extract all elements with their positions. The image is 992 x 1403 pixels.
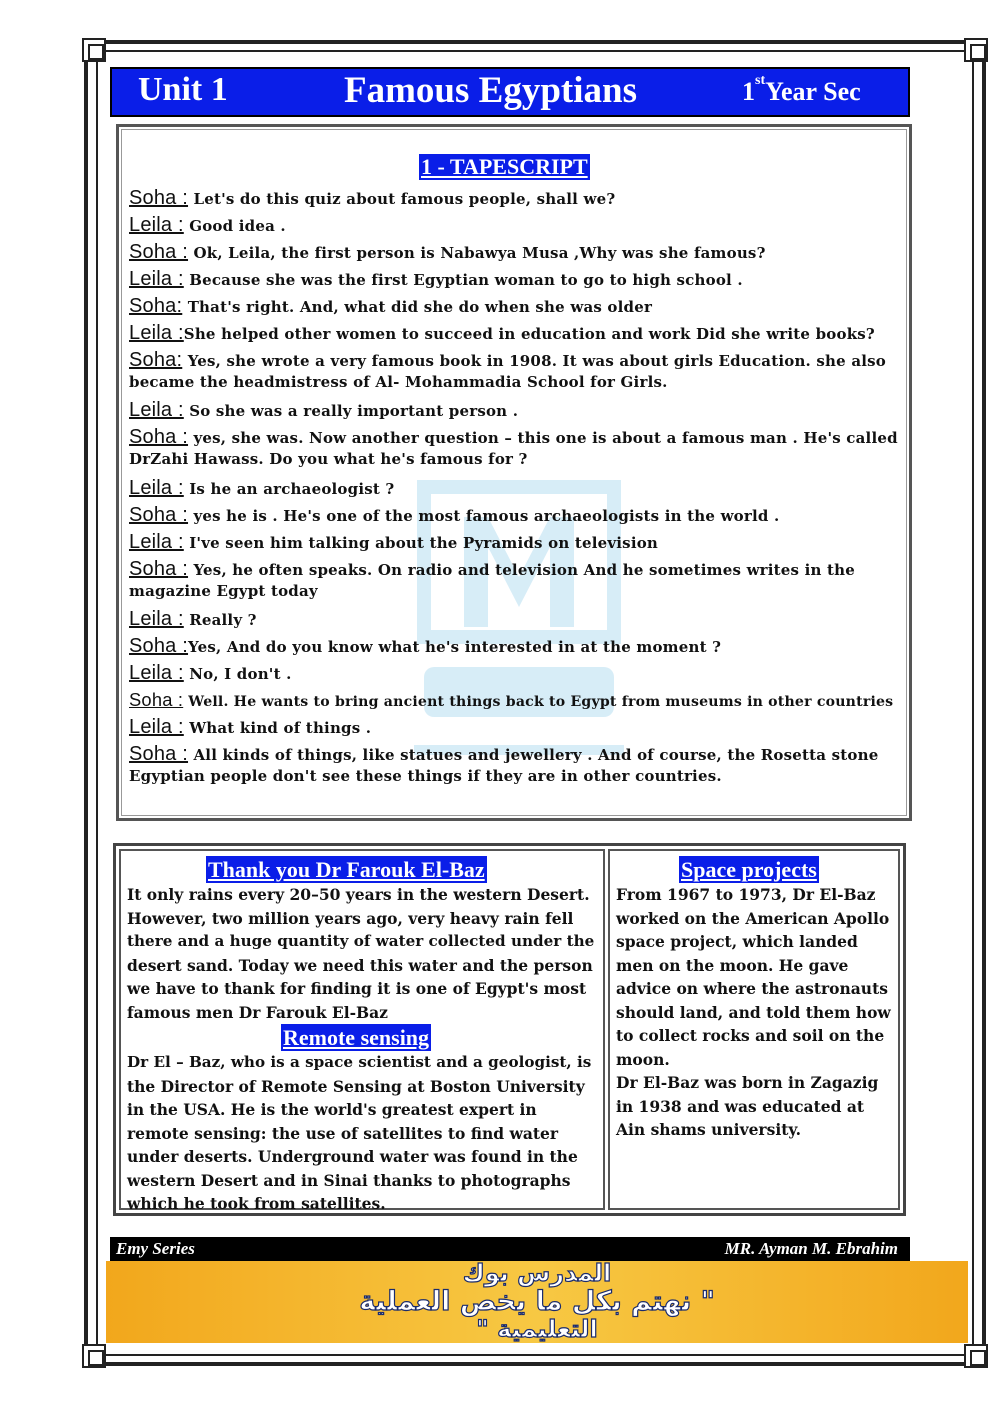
tapescript-line (129, 582, 318, 600)
farouk-text-line: there and a huge quantity of water collected under the (127, 932, 595, 950)
space-text-line: Dr El-Baz was born in Zagazig (616, 1073, 879, 1092)
dialogue-text: Because she was the first Egyptian woman to go to high school . (183, 271, 743, 289)
farouk-text-line: we have to thank for finding it is one of Egypt's most (127, 979, 587, 998)
tapescript-line (129, 241, 766, 264)
reading-box (113, 843, 906, 1216)
space-projects-title: Space projects (681, 857, 817, 882)
speaker-name: Leila : (129, 531, 184, 553)
remote-text-line: remote sensing: the use of satellites to find water (127, 1123, 559, 1143)
dialogue-text: Good idea . (183, 217, 286, 235)
speaker-name: Soha: (129, 349, 183, 371)
tapescript-line (129, 477, 394, 500)
tapescript-line (129, 373, 668, 391)
year-label (742, 73, 861, 107)
speaker-name: Leila : (129, 214, 184, 236)
corner-ornament-top-left (82, 38, 106, 62)
author-name: MR. Ayman M. Ebrahim (724, 1239, 898, 1258)
corner-ornament-bottom-right (964, 1344, 988, 1368)
year-suffix: st (755, 73, 766, 88)
tapescript-line (129, 608, 257, 631)
tapescript-line (129, 531, 658, 554)
speaker-name: Soha : (129, 635, 189, 657)
speaker-name: Leila : (129, 716, 184, 738)
space-text-line: in 1938 and was educated at (616, 1096, 865, 1116)
footer-bar (110, 1237, 910, 1261)
reading-column-left (119, 849, 605, 1213)
banner-line-3: التعليمية " (476, 1315, 598, 1343)
dialogue-text: What kind of things . (183, 719, 372, 737)
unit-label: Unit 1 (138, 71, 228, 108)
dialogue-text: Is he an archaeologist ? (183, 480, 395, 498)
speaker-name: Leila : (129, 662, 184, 684)
dialogue-text: Yes, And do you know what he's interested in at the moment ? (188, 638, 722, 656)
space-text-line: men on the moon. He gave (616, 955, 849, 975)
corner-ornament-top-right (964, 38, 988, 62)
tapescript-line (129, 322, 875, 345)
speaker-name: Leila : (129, 608, 184, 630)
speaker-name: Leila : (129, 477, 184, 499)
dialogue-text: All kinds of things, like statues and jewellery . And of course, the Rosetta stone (188, 746, 879, 764)
speaker-name: Leila : (129, 268, 184, 290)
remote-text-line: which he took from satellites. (127, 1194, 386, 1213)
tapescript-line (129, 295, 652, 318)
speaker-name: Leila : (129, 322, 184, 344)
dialogue-text: She helped other women to succeed in education and work Did she write books? (183, 325, 875, 343)
reading-column-right (608, 849, 900, 1210)
speaker-name: Soha : (129, 504, 189, 526)
space-text-line: worked on the American Apollo (616, 908, 890, 928)
dialogue-text: Yes, he often speaks. On radio and television And he sometimes writes in the (188, 561, 856, 579)
dialogue-text: DrZahi Hawass. Do you what he's famous for ? (129, 450, 528, 468)
space-text-line: space project, which landed (616, 932, 858, 951)
speaker-name: Soha: (129, 295, 183, 317)
dialogue-text: I've seen him talking about the Pyramids on television (183, 534, 659, 552)
dialogue-text: magazine Egypt today (129, 582, 318, 600)
farouk-text-line: famous men Dr Farouk El-Baz (127, 1002, 388, 1022)
banner-line-2: " نهتم بكل ما يخص العملية (359, 1286, 715, 1317)
speaker-name: Soha : (129, 426, 189, 448)
speaker-name: Soha : (129, 743, 189, 765)
tapescript-line (129, 399, 518, 422)
tapescript-line (129, 349, 886, 372)
speaker-name: Soha : (129, 187, 189, 209)
remote-text-line: western Desert and in Sinai thanks to photographs (127, 1170, 571, 1190)
dialogue-text: Yes, she wrote a very famous book in 1908. It was about girls Education. she also (182, 352, 886, 370)
unit-title: Famous Egyptians (344, 70, 637, 111)
tapescript-line (129, 662, 292, 685)
farouk-text-line: desert sand. Today we need this water and the person (127, 955, 593, 975)
tapescript-line (129, 743, 878, 766)
speaker-name: Soha : (129, 241, 189, 263)
tapescript-box (116, 124, 912, 821)
tapescript-line (129, 214, 286, 237)
dialogue-text: yes he is . He's one of the most famous archaeologists in the world . (188, 507, 780, 525)
banner-line-1: المدرس بوك (462, 1259, 612, 1287)
tapescript-line (129, 716, 371, 739)
speaker-name: Soha : (129, 689, 184, 710)
dialogue-text: Let's do this quiz about famous people, shall we? (188, 190, 616, 208)
tapescript-line (129, 426, 898, 449)
tapescript-line (129, 450, 528, 468)
series-name: Emy Series (116, 1239, 195, 1258)
dialogue-text: Really ? (183, 611, 257, 629)
tapescript-line (129, 558, 855, 581)
space-text-line: Ain shams university. (616, 1120, 802, 1139)
dialogue-text: No, I don't . (183, 665, 292, 683)
tapescript-line (129, 767, 722, 785)
space-text-line: moon. (616, 1049, 670, 1069)
remote-text-line: the Director of Remote Sensing at Boston University (127, 1076, 585, 1096)
farouk-text-line: It only rains every 20–50 years in the western Desert. (127, 885, 590, 904)
space-text-line: should land, and told them how (616, 1002, 891, 1022)
dialogue-text: Well. He wants to bring ancient things back to Egypt from museums in other countries (183, 694, 894, 710)
tapescript-title: 1 - TAPESCRIPT (421, 154, 588, 179)
space-text-line: to collect rocks and soil on the (616, 1026, 885, 1045)
year-number: 1 (742, 77, 755, 106)
dialogue-text: That's right. And, what did she do when she was older (182, 298, 653, 316)
corner-ornament-bottom-left (82, 1344, 106, 1368)
dialogue-text: So she was a really important person . (183, 402, 519, 420)
promo-banner (106, 1261, 968, 1343)
dialogue-text: Ok, Leila, the first person is Nabawya Musa ,Why was she famous? (188, 244, 766, 262)
speaker-name: Leila : (129, 399, 184, 421)
tapescript-line (129, 689, 893, 711)
farouk-text-line: However, two million years ago, very heavy rain fell (127, 908, 574, 928)
remote-text-line: Dr El – Baz, who is a space scientist and a geologist, is (127, 1053, 592, 1071)
tapescript-line (129, 504, 779, 527)
remote-text-line: under deserts. Underground water was found in the (127, 1147, 578, 1166)
speaker-name: Soha : (129, 558, 189, 580)
farouk-title: Thank you Dr Farouk El-Baz (208, 857, 485, 882)
dialogue-text: Egyptian people don't see these things if they are in other countries. (129, 767, 722, 785)
space-text-line: From 1967 to 1973, Dr El-Baz (616, 885, 876, 904)
dialogue-text: became the headmistress of Al- Mohammadia School for Girls. (129, 373, 668, 391)
tapescript-line (129, 268, 743, 291)
space-text-line: advice on where the astronauts (616, 979, 888, 998)
dialogue-text: yes, she was. Now another question – this one is about a famous man . He's called (188, 429, 898, 447)
unit-header (110, 67, 910, 117)
tapescript-line (129, 187, 615, 210)
tapescript-line (129, 635, 721, 658)
remote-sensing-title: Remote sensing (283, 1025, 430, 1050)
year-text: Year Sec (765, 77, 861, 106)
remote-text-line: in the USA. He is the world's greatest expert in (127, 1100, 537, 1119)
